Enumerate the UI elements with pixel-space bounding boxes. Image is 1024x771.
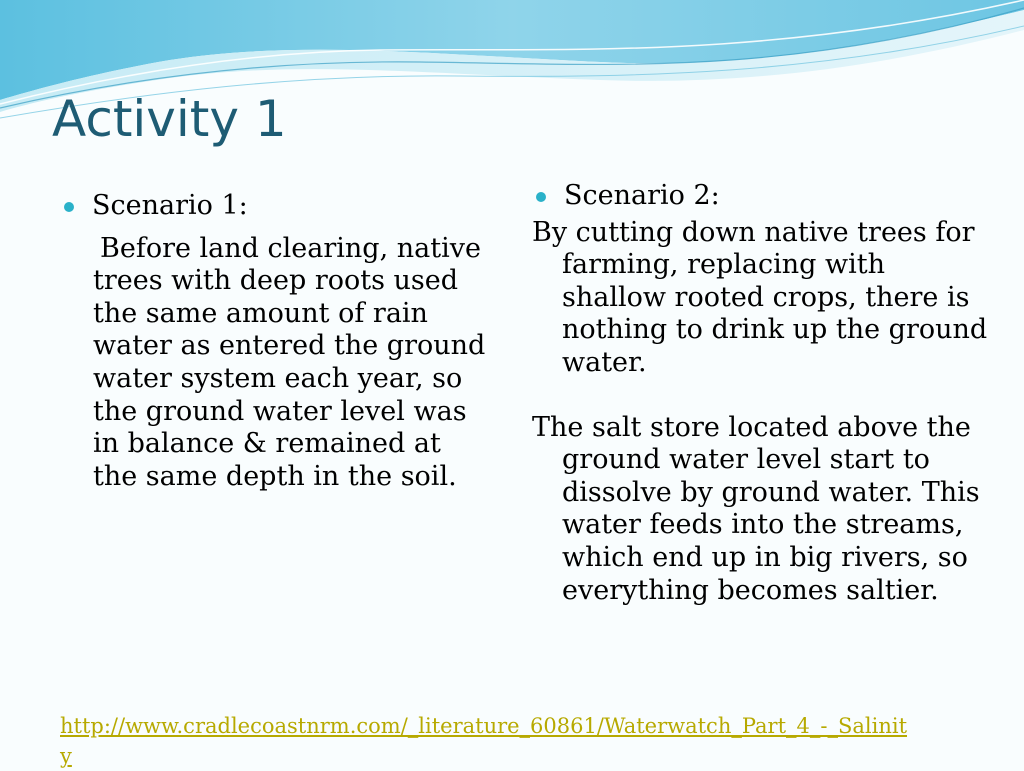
bullet-dot-icon — [64, 202, 74, 212]
scenario-2-paragraph-2: The salt store located above the ground water level start to dissolve by ground water. This water feeds into the streams, which end up in big rivers, so everything becomes saltier. — [532, 411, 980, 606]
scenario-1-bullet-item — [60, 190, 490, 223]
slide-title: Activity 1 — [52, 90, 287, 148]
scenario-1-text: Before land clearing, native trees with deep roots used the same amount of rain water as entered the ground water system each year, so the ground water level was in balance & remained at the same depth in the soil. — [93, 232, 486, 492]
scenario-2-bullet-item — [532, 180, 992, 213]
scenario-2-paragraph-1: By cutting down native trees for farming, replacing with shallow rooted crops, there is nothing to drink up the ground water. — [532, 216, 988, 378]
scenario-2-heading: Scenario 2: — [564, 180, 720, 211]
scenario-2-column — [532, 180, 992, 607]
bullet-dot-icon — [536, 192, 546, 202]
source-link[interactable]: http://www.cradlecoastnrm.com/_literature_60861/Waterwatch_Part_4_-_Salinity — [60, 714, 908, 768]
scenario-1-column — [60, 190, 490, 493]
scenario-1-heading: Scenario 1: — [92, 190, 248, 221]
